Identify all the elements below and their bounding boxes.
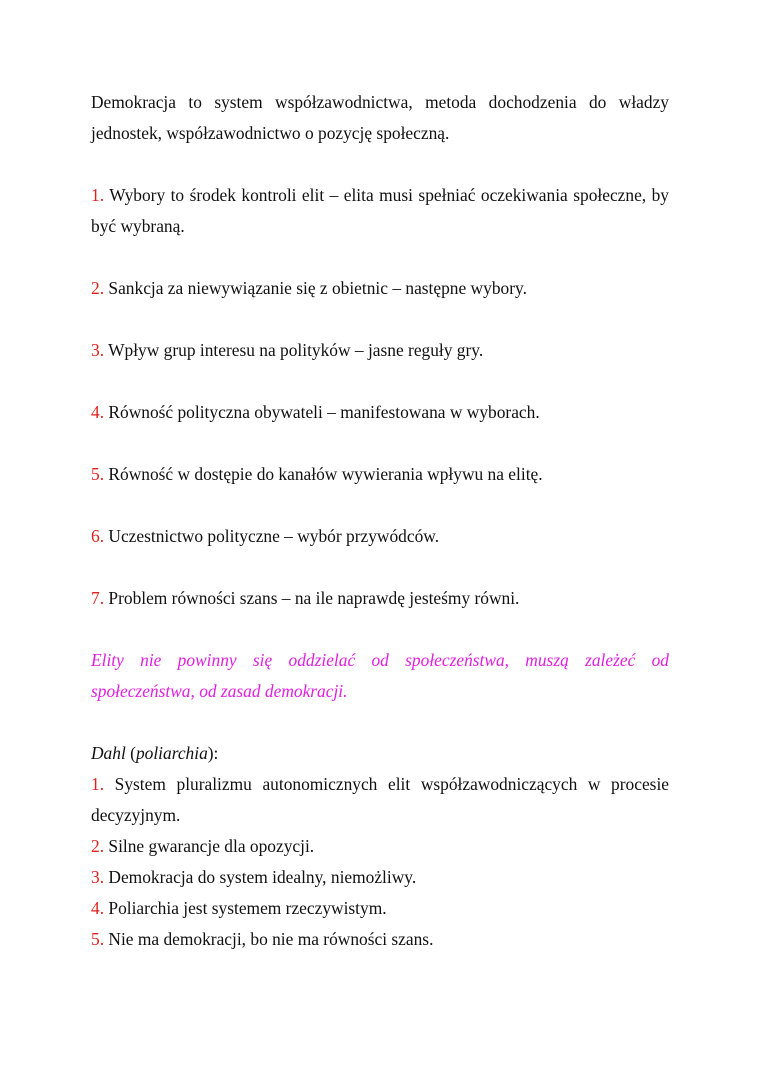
dahl-list bbox=[91, 769, 669, 955]
spacer bbox=[91, 366, 669, 397]
dahl-item-5 bbox=[91, 924, 669, 955]
item-text: Silne gwarancje dla opozycji. bbox=[108, 836, 315, 856]
point-text: Równość w dostępie do kanałów wywierania wpływu na elitę. bbox=[108, 464, 543, 484]
spacer bbox=[91, 552, 669, 583]
spacer bbox=[91, 304, 669, 335]
spacer bbox=[91, 149, 669, 180]
point-5 bbox=[91, 459, 669, 490]
point-7 bbox=[91, 583, 669, 614]
point-4 bbox=[91, 397, 669, 428]
spacer bbox=[91, 490, 669, 521]
point-number: 7. bbox=[91, 588, 105, 608]
point-text: Wpływ grup interesu na polityków – jasne reguły gry. bbox=[108, 340, 484, 360]
dahl-item-4 bbox=[91, 893, 669, 924]
dahl-heading bbox=[91, 738, 669, 769]
dahl-close-paren: ): bbox=[207, 743, 219, 763]
dahl-term: poliarchia bbox=[135, 743, 208, 763]
spacer bbox=[91, 707, 669, 738]
item-text: Poliarchia jest systemem rzeczywistym. bbox=[108, 898, 387, 918]
intro-paragraph: Demokracja to system współzawodnictwa, metoda dochodzenia do władzy jednostek, współzawodnictwo o pozycję społeczną. bbox=[91, 92, 669, 143]
dahl-item-2 bbox=[91, 831, 669, 862]
point-1 bbox=[91, 180, 669, 242]
point-number: 5. bbox=[91, 464, 105, 484]
point-3 bbox=[91, 335, 669, 366]
dahl-item-3 bbox=[91, 862, 669, 893]
item-text: System pluralizmu autonomicznych elit współzawodniczących w procesie decyzyjnym. bbox=[91, 774, 669, 825]
point-number: 4. bbox=[91, 402, 105, 422]
item-text: Nie ma demokracji, bo nie ma równości szans. bbox=[108, 929, 434, 949]
point-text: Równość polityczna obywateli – manifestowana w wyborach. bbox=[108, 402, 540, 422]
dahl-open-paren: ( bbox=[130, 743, 136, 763]
spacer bbox=[91, 614, 669, 645]
item-number: 3. bbox=[91, 867, 105, 887]
item-number: 2. bbox=[91, 836, 105, 856]
elites-quote: Elity nie powinny się oddzielać od społeczeństwa, muszą zależeć od społeczeństwa, od zasad demokracji. bbox=[91, 650, 669, 701]
item-number: 5. bbox=[91, 929, 105, 949]
item-number: 4. bbox=[91, 898, 105, 918]
point-number: 1. bbox=[91, 185, 105, 205]
dahl-item-1 bbox=[91, 769, 669, 831]
point-number: 6. bbox=[91, 526, 105, 546]
point-number: 2. bbox=[91, 278, 105, 298]
spacer bbox=[91, 242, 669, 273]
dahl-name: Dahl bbox=[91, 743, 126, 763]
point-text: Sankcja za niewywiązanie się z obietnic – następne wybory. bbox=[108, 278, 527, 298]
point-text: Problem równości szans – na ile naprawdę jesteśmy równi. bbox=[108, 588, 520, 608]
point-text: Uczestnictwo polityczne – wybór przywódców. bbox=[108, 526, 440, 546]
spacer bbox=[91, 428, 669, 459]
point-text: Wybory to środek kontroli elit – elita musi spełniać oczekiwania społeczne, by być wybraną. bbox=[91, 185, 669, 236]
item-text: Demokracja do system idealny, niemożliwy. bbox=[108, 867, 417, 887]
point-6 bbox=[91, 521, 669, 552]
item-number: 1. bbox=[91, 774, 105, 794]
point-number: 3. bbox=[91, 340, 105, 360]
point-2 bbox=[91, 273, 669, 304]
document-body bbox=[91, 87, 669, 955]
